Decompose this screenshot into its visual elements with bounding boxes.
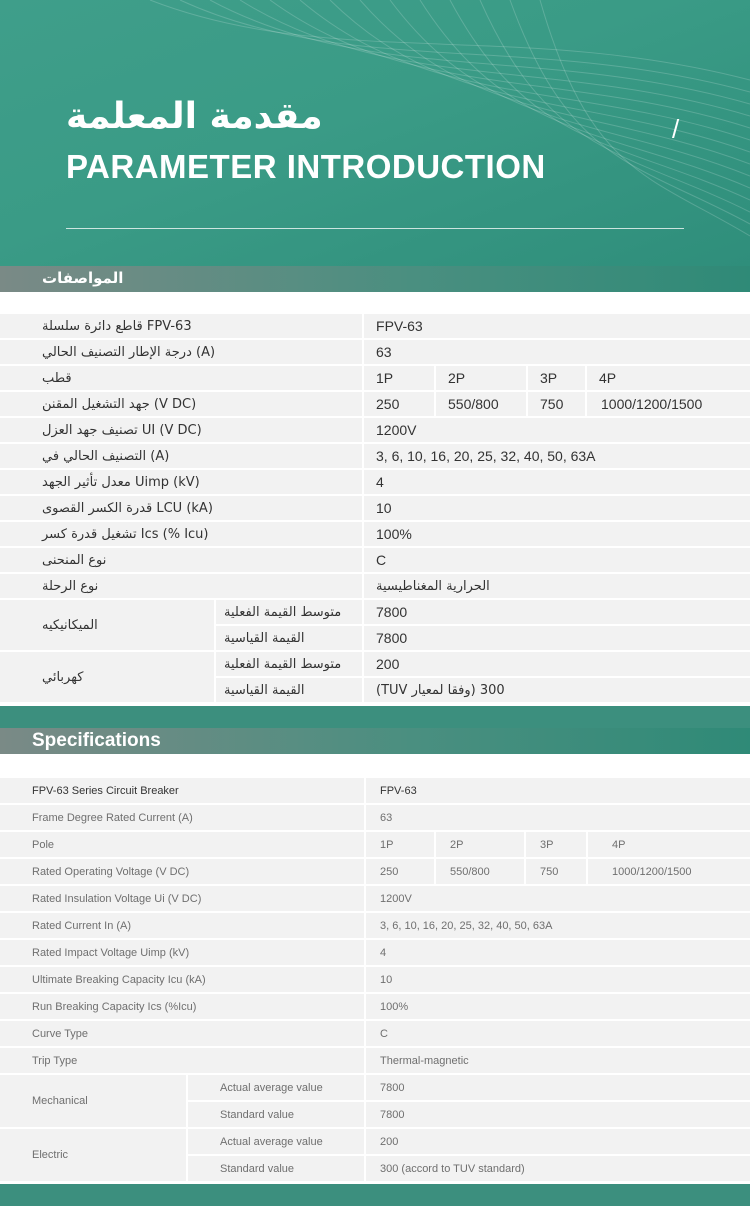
spec-label: (V DC) جهد التشغيل المقنن [0, 392, 364, 418]
table-row [0, 444, 750, 470]
voltage-3p: 750 [528, 392, 587, 418]
table-row [0, 418, 750, 444]
table-row [0, 1129, 750, 1156]
spec-label: FPV-63 Series Circuit Breaker [0, 778, 366, 805]
table-row [0, 778, 750, 805]
pole-4p: 4P [588, 832, 750, 859]
hero-banner [0, 0, 750, 268]
spec-label: Frame Degree Rated Current (A) [0, 805, 366, 832]
table-row [0, 940, 750, 967]
section-title-arabic: المواصفات [42, 269, 124, 287]
hero-title-english: PARAMETER INTRODUCTION [66, 148, 546, 185]
section-divider [0, 706, 750, 728]
hero-divider [66, 228, 684, 229]
mechanical-label: الميكانيكيه [0, 600, 216, 652]
table-row [0, 314, 750, 340]
spec-value: 3, 6, 10, 16, 20, 25, 32, 40, 50, 63A [364, 444, 750, 470]
spec-label: Run Breaking Capacity Ics (%Icu) [0, 994, 366, 1021]
table-row [0, 832, 750, 859]
spec-value: 4 [364, 470, 750, 496]
table-row [0, 340, 750, 366]
voltage-4p: 1000/1200/1500 [587, 392, 750, 418]
spec-value: 4 [366, 940, 750, 967]
spec-value: 63 [364, 340, 750, 366]
spec-value: 100% [364, 522, 750, 548]
table-row [0, 470, 750, 496]
spec-label: Uimp (kV) معدل تأثير الجهد [0, 470, 364, 496]
spec-label: نوع الرحلة [0, 574, 364, 600]
table-row [0, 652, 750, 678]
electric-standard-value: 300 (وفقا لمعيار TUV) [364, 678, 750, 704]
voltage-1p: 250 [366, 859, 436, 886]
table-row [0, 1021, 750, 1048]
electric-actual-label: Actual average value [188, 1129, 366, 1156]
spec-label: UI (V DC) تصنيف جهد العزل [0, 418, 364, 444]
spec-table-english [0, 778, 750, 1183]
spec-value: 63 [366, 805, 750, 832]
mechanical-actual-value: 7800 [366, 1075, 750, 1102]
voltage-4p: 1000/1200/1500 [588, 859, 750, 886]
section-bar-arabic [0, 266, 750, 292]
mechanical-standard-value: 7800 [364, 626, 750, 652]
table-row [0, 1075, 750, 1102]
spec-value: 1200V [366, 886, 750, 913]
pole-2p: 2P [436, 832, 526, 859]
electric-standard-label: Standard value [188, 1156, 366, 1183]
table-row [0, 496, 750, 522]
mechanical-actual-label: Actual average value [188, 1075, 366, 1102]
pole-1p: 1P [364, 366, 436, 392]
spec-label: Rated Current In (A) [0, 913, 366, 940]
spec-label: (A) درجة الإطار التصنيف الحالي [0, 340, 364, 366]
table-row [0, 522, 750, 548]
spec-label: Pole [0, 832, 366, 859]
spec-label: Rated Operating Voltage (V DC) [0, 859, 366, 886]
table-row [0, 805, 750, 832]
mechanical-standard-label: Standard value [188, 1102, 366, 1129]
spec-value: الحرارية المغناطيسية [364, 574, 750, 600]
spec-label: Ultimate Breaking Capacity Icu (kA) [0, 967, 366, 994]
spec-value: Thermal-magnetic [366, 1048, 750, 1075]
electric-label: Electric [0, 1129, 188, 1183]
spec-value: 1200V [364, 418, 750, 444]
mechanical-actual-label: متوسط القيمة الفعلية [216, 600, 364, 626]
electric-actual-value: 200 [366, 1129, 750, 1156]
voltage-2p: 550/800 [436, 859, 526, 886]
section-title-english: Specifications [32, 730, 161, 751]
electric-standard-label: القيمة القياسية [216, 678, 364, 704]
table-row [0, 574, 750, 600]
table-row [0, 366, 750, 392]
pole-3p: 3P [526, 832, 588, 859]
voltage-2p: 550/800 [436, 392, 528, 418]
table-row [0, 913, 750, 940]
spec-value: C [364, 548, 750, 574]
hero-slash: / [672, 114, 680, 144]
electric-actual-value: 200 [364, 652, 750, 678]
table-row [0, 392, 750, 418]
spec-value: C [366, 1021, 750, 1048]
spec-label: (A) التصنيف الحالي في [0, 444, 364, 470]
spec-label: Trip Type [0, 1048, 366, 1075]
spec-value: 3, 6, 10, 16, 20, 25, 32, 40, 50, 63A [366, 913, 750, 940]
table-row [0, 600, 750, 626]
electric-actual-label: متوسط القيمة الفعلية [216, 652, 364, 678]
voltage-3p: 750 [526, 859, 588, 886]
footer-strip [0, 1184, 750, 1206]
spec-label: قطب [0, 366, 364, 392]
table-row [0, 548, 750, 574]
table-row [0, 967, 750, 994]
mechanical-actual-value: 7800 [364, 600, 750, 626]
spec-label: Curve Type [0, 1021, 366, 1048]
spec-value: 10 [366, 967, 750, 994]
table-row [0, 1048, 750, 1075]
electric-label: كهربائي [0, 652, 216, 704]
hero-title-arabic: مقدمة المعلمة [66, 96, 323, 137]
pole-1p: 1P [366, 832, 436, 859]
spec-label: LCU (kA) قدرة الكسر القصوى [0, 496, 364, 522]
spec-label: نوع المنحنى [0, 548, 364, 574]
spec-label: Rated Impact Voltage Uimp (kV) [0, 940, 366, 967]
table-row [0, 859, 750, 886]
mechanical-standard-label: القيمة القياسية [216, 626, 364, 652]
spec-label: Rated Insulation Voltage Ui (V DC) [0, 886, 366, 913]
table-row [0, 994, 750, 1021]
spec-value: 10 [364, 496, 750, 522]
pole-4p: 4P [587, 366, 750, 392]
mechanical-label: Mechanical [0, 1075, 188, 1129]
spec-value: FPV-63 [366, 778, 750, 805]
spec-value: FPV-63 [364, 314, 750, 340]
spec-table-arabic [0, 314, 750, 704]
electric-standard-value: 300 (accord to TUV standard) [366, 1156, 750, 1183]
spec-label: FPV-63 قاطع دائرة سلسلة [0, 314, 364, 340]
mechanical-standard-value: 7800 [366, 1102, 750, 1129]
section-bar-english [0, 728, 750, 754]
pole-3p: 3P [528, 366, 587, 392]
pole-2p: 2P [436, 366, 528, 392]
voltage-1p: 250 [364, 392, 436, 418]
table-row [0, 886, 750, 913]
spec-label: Ics (% Icu) تشغيل قدرة كسر [0, 522, 364, 548]
spec-value: 100% [366, 994, 750, 1021]
